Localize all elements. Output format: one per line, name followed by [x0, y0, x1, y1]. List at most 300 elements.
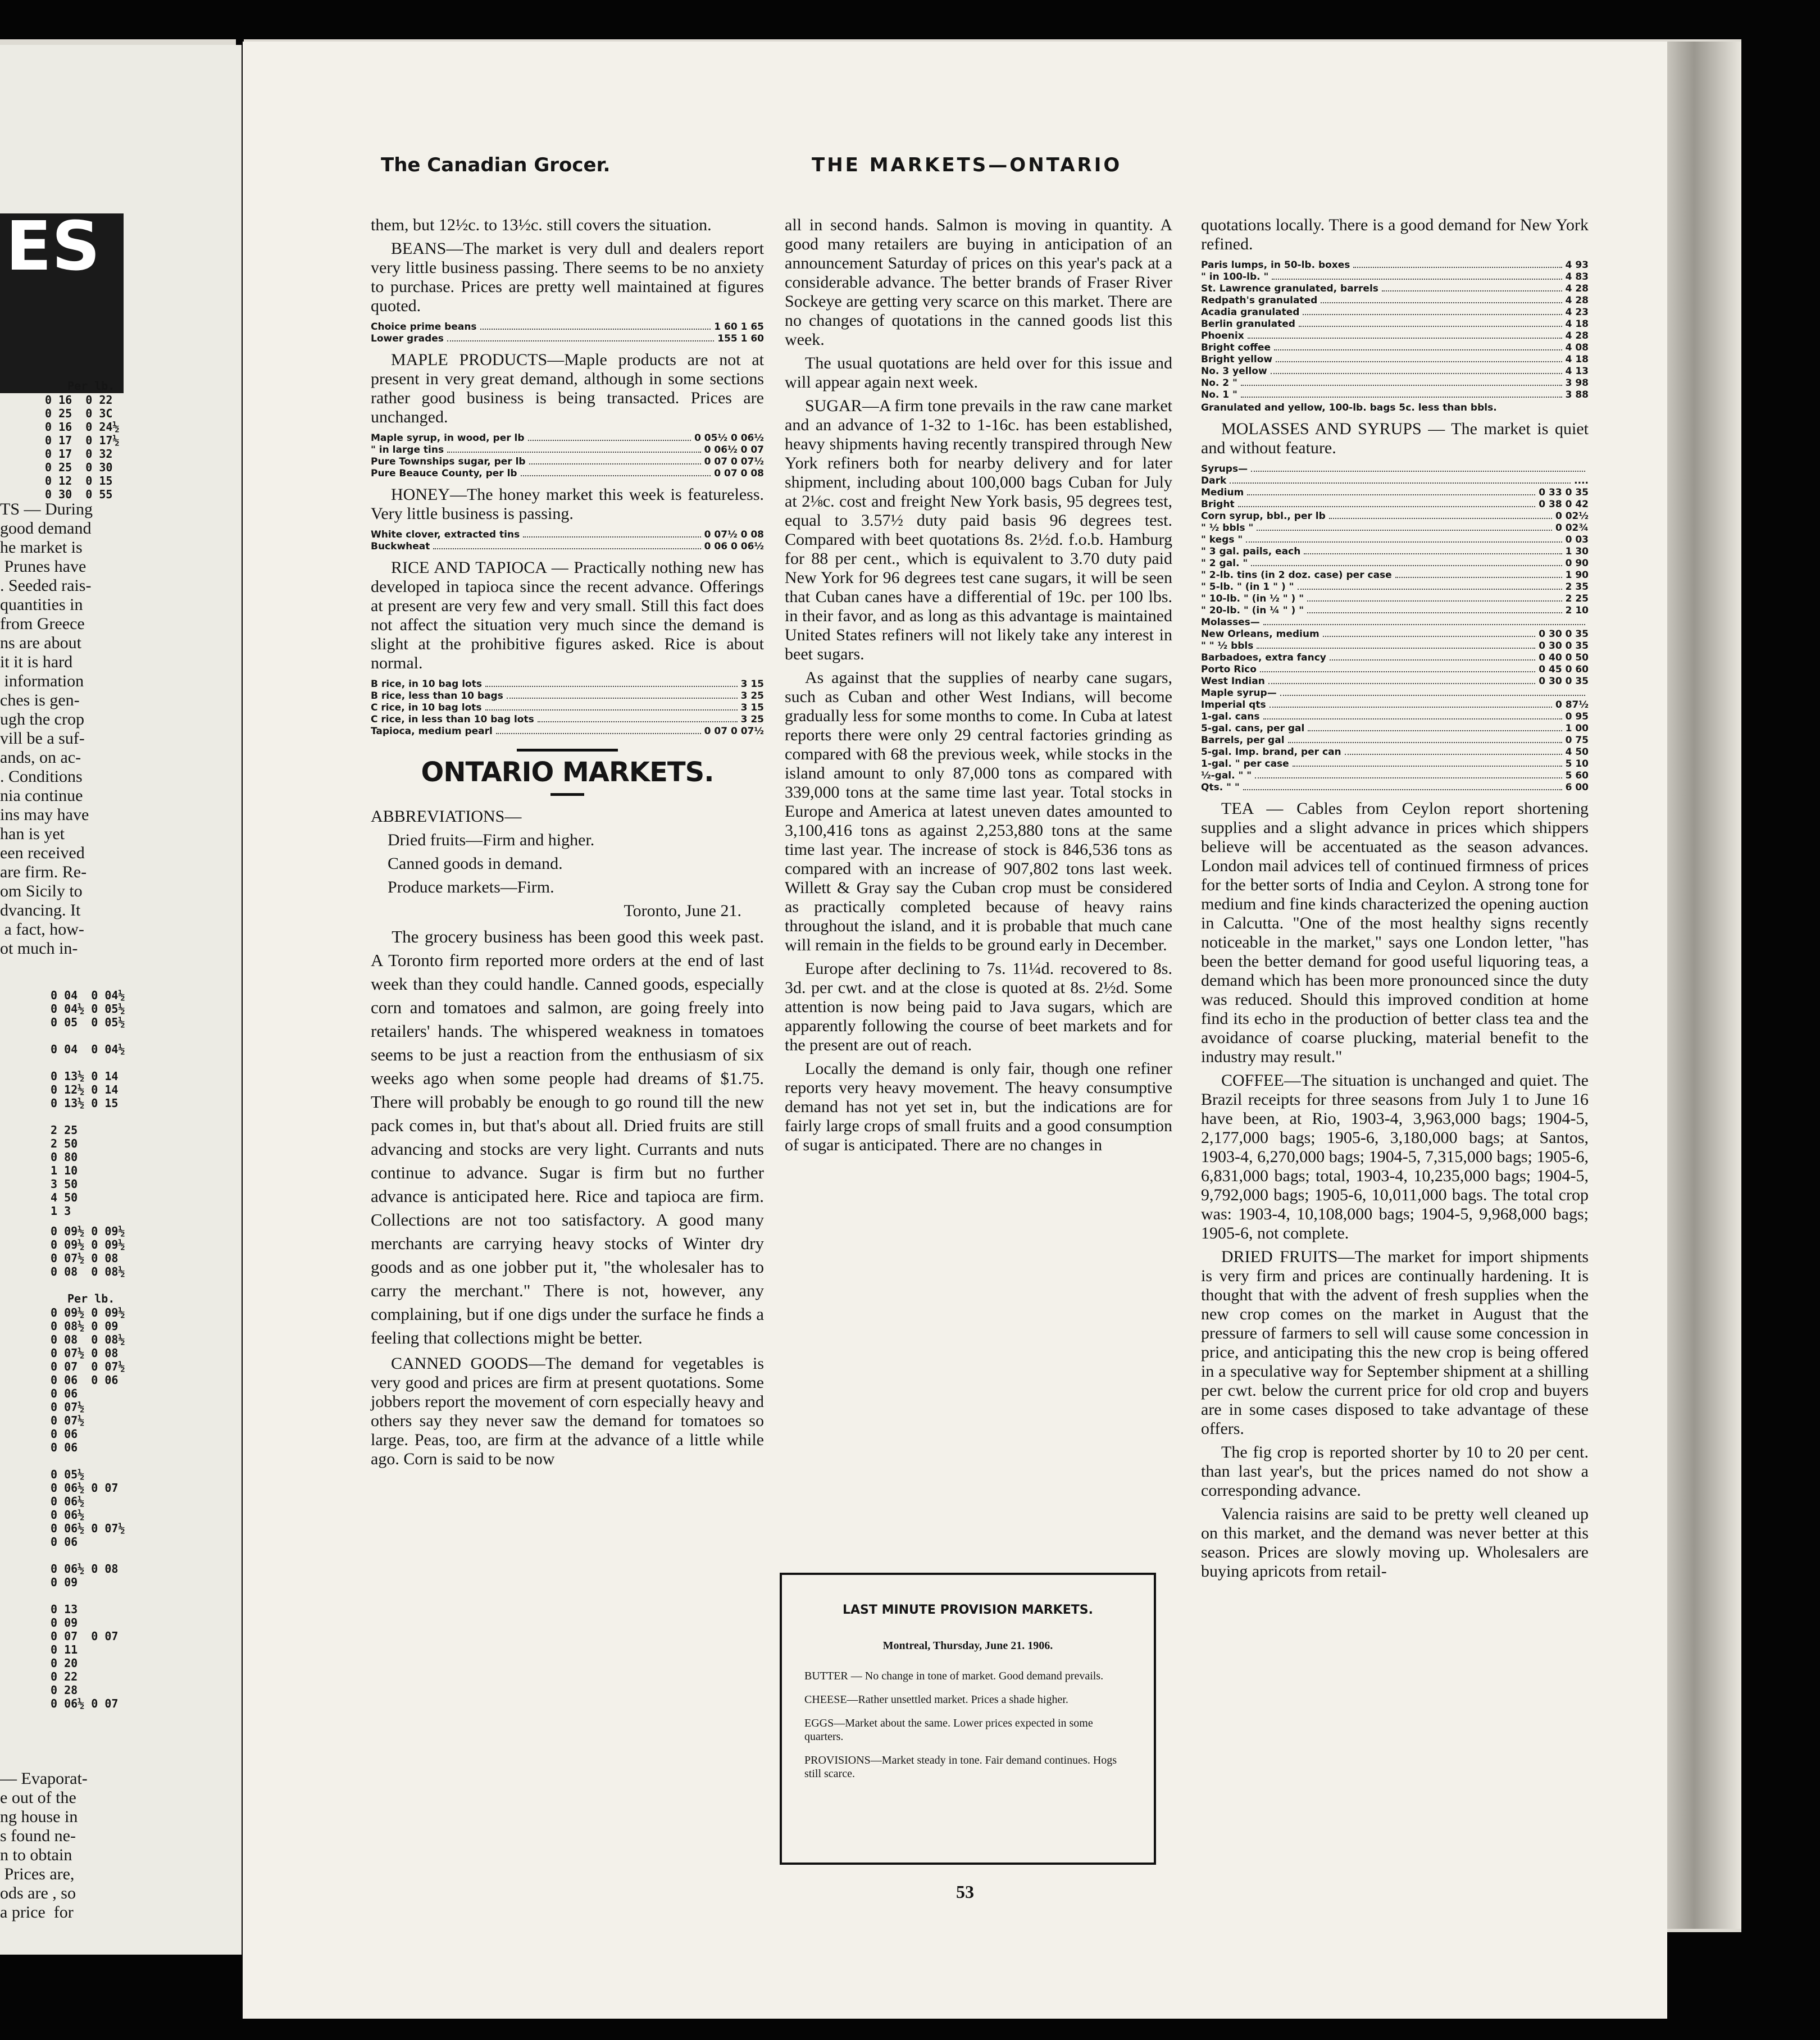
- price-value: 0 95: [1565, 711, 1589, 722]
- price-label: No. 1 ": [1201, 389, 1237, 400]
- leader-dots: [538, 714, 738, 722]
- price-label: Bright coffee: [1201, 342, 1271, 353]
- price-label: " in large tins: [371, 444, 444, 456]
- price-row: [1201, 652, 1589, 664]
- leader-dots: [1251, 558, 1562, 566]
- cane-supply-paragraph: As against that the supplies of nearby cane sugars, such as Cuban and other West Indians, will become gradually less for some months to come. In Cuba at latest reports there were only 29 central factories grinding as compared with 68 the previous week, while stocks in the island amount to only 87,000 tons as compared with 339,000 tons at the same time last year. Total stocks in Europe and America at latest uneven dates amounted to 3,100,416 tons as against 2,253,880 tons at the same time last year. The increase of stock is 846,536 tons as compared with an increase of 907,802 tons last week. Willett & Gray say the Cuban crop must be considered as practically completed because of heavy rains throughout the island, and it is probable that much cane will remain in the fields to be ground early in December.: [785, 668, 1172, 954]
- price-value: 0 30 0 35: [1539, 640, 1589, 652]
- leader-dots: [1243, 782, 1562, 790]
- price-row: [1201, 283, 1589, 295]
- price-label: Lower grades: [371, 333, 444, 344]
- col3-intro: quotations locally. There is a good demand for New York refined.: [1201, 216, 1589, 253]
- leader-dots: [1238, 499, 1536, 507]
- leader-dots: [1299, 318, 1562, 327]
- price-value: 0 05½ 0 06½: [694, 432, 764, 444]
- price-value: 0 38 0 42: [1539, 499, 1589, 510]
- left-page-line: [51, 1029, 125, 1042]
- left-page-line: 0 16 0 22: [45, 393, 113, 407]
- left-page-line: ins may have: [0, 805, 89, 824]
- left-page-line: . Seeded rais-: [0, 576, 92, 595]
- price-row: [1201, 389, 1589, 401]
- left-page-line: 0 80: [51, 1150, 78, 1164]
- price-value: 4 28: [1565, 283, 1589, 294]
- leader-dots: [1274, 342, 1562, 350]
- leader-dots: [1268, 676, 1535, 684]
- price-label: Pure Beauce County, per lb: [371, 468, 517, 479]
- price-value: 0 87½: [1555, 699, 1589, 711]
- price-row: [371, 321, 764, 333]
- leader-dots: [1280, 687, 1585, 696]
- abbreviation-dried-fruits: Dried fruits—Firm and higher.: [388, 831, 595, 849]
- price-row: [1201, 259, 1589, 271]
- leader-dots: [1230, 475, 1571, 484]
- left-page-line: 0 28: [51, 1683, 78, 1697]
- left-page-line: e out of the: [0, 1788, 76, 1807]
- left-page-line: 0 20: [51, 1656, 78, 1670]
- price-value: 4 13: [1565, 366, 1589, 377]
- left-page-line: 0 06½: [51, 1495, 85, 1508]
- price-row: [371, 432, 764, 444]
- price-label: Molasses—: [1201, 617, 1260, 628]
- leader-dots: [1260, 664, 1535, 672]
- left-prices-4: [51, 1306, 125, 1710]
- cheese-item: CHEESE—Rather unsettled market. Prices a shade higher.: [804, 1693, 1068, 1706]
- price-value: 0 45 0 60: [1539, 664, 1589, 675]
- price-label: Maple syrup—: [1201, 687, 1277, 699]
- price-row: [1201, 499, 1589, 511]
- left-page-line: 0 04 0 04½: [51, 989, 125, 1002]
- price-label: Barbadoes, extra fancy: [1201, 652, 1326, 663]
- price-row: [1201, 558, 1589, 570]
- leader-dots: [1303, 307, 1562, 315]
- valencia-paragraph: Valencia raisins are said to be pretty well cleaned up on this market, and the demand was never better at this season. Prices are slowly moving up. Wholesalers are buying apricots from retail-: [1201, 1505, 1589, 1581]
- price-label: 5-gal. Imp. brand, per can: [1201, 746, 1341, 758]
- leader-dots: [1255, 770, 1562, 778]
- left-page-line: 0 16 0 24½: [45, 420, 120, 434]
- price-row: [1201, 570, 1589, 581]
- price-value: 5 60: [1565, 770, 1589, 781]
- left-page-line: 0 06: [51, 1535, 78, 1549]
- left-page-line: information: [0, 672, 84, 690]
- left-page-line: Prunes have: [0, 557, 87, 576]
- left-page-line: 0 13½ 0 15: [51, 1096, 119, 1110]
- left-page-line: 0 06½ 0 07: [51, 1481, 119, 1495]
- left-page-line: 0 07 0 07½: [51, 1360, 125, 1373]
- left-page-line: [51, 1110, 125, 1123]
- price-row: [371, 333, 764, 345]
- price-label: Syrups—: [1201, 463, 1248, 475]
- price-value: 0 06½ 0 07: [704, 444, 764, 456]
- left-page-line: 0 12½ 0 14: [51, 1083, 119, 1096]
- price-label: C rice, in less than 10 bag lots: [371, 714, 534, 725]
- price-label: Dark: [1201, 475, 1227, 486]
- box-title: LAST MINUTE PROVISION MARKETS.: [843, 1603, 1093, 1617]
- leader-dots: [1271, 366, 1562, 374]
- price-label: " 2 gal. ": [1201, 558, 1248, 569]
- price-row: [371, 529, 764, 541]
- price-row: [1201, 676, 1589, 687]
- fig-paragraph: The fig crop is reported shorter by 10 to 20 per cent. than last year's, but the prices named do not show a corresponding advance.: [1201, 1443, 1589, 1500]
- price-row: [1201, 366, 1589, 377]
- price-label: " 20-lb. " (in ¼ " ) ": [1201, 605, 1304, 616]
- price-row: [1201, 307, 1589, 318]
- price-label: Qts. " ": [1201, 782, 1240, 793]
- price-label: Choice prime beans: [371, 321, 477, 333]
- price-row: [1201, 735, 1589, 746]
- leader-dots: [1382, 283, 1562, 292]
- leader-dots: [521, 468, 711, 476]
- canned-goods-paragraph: CANNED GOODS—The demand for vegetables is very good and prices are firm at present quotations. Some jobbers report the movement of corn especially heavy and others say they never saw the demand for tomatoes so large. Peas, too, are firm at the advance of a little while ago. Corn is said to be now: [371, 1354, 764, 1468]
- rice-paragraph: RICE AND TAPIOCA — Practically nothing new has developed in tapioca since the recent advance. Offerings at present are very few and very small. Still this fact does not affect the situation very much since the demand is slight at the prohibitive figures asked. Rice is about normal.: [371, 558, 764, 672]
- price-value: 4 83: [1565, 271, 1589, 283]
- left-page-line: 0 13: [51, 1602, 78, 1616]
- maple-paragraph: MAPLE PRODUCTS—Maple products are not at present in very great demand, although in some sections rather good business is being transacted. Prices are unchanged.: [371, 350, 764, 426]
- price-value: 3 25: [740, 714, 764, 725]
- price-row: [371, 456, 764, 468]
- left-page-line: om Sicily to: [0, 882, 83, 900]
- price-value: 4 50: [1565, 746, 1589, 758]
- left-page-line: 0 06: [51, 1441, 78, 1454]
- price-label: Acadia granulated: [1201, 307, 1300, 318]
- left-page-line: 0 17 0 32: [45, 447, 113, 461]
- leader-dots: [1293, 758, 1562, 767]
- price-row: [1201, 746, 1589, 758]
- price-row: [1201, 271, 1589, 283]
- left-page-line: 1 10: [51, 1164, 78, 1177]
- price-label: Porto Rico: [1201, 664, 1257, 675]
- price-row: [1201, 342, 1589, 354]
- price-row: [1201, 711, 1589, 723]
- left-page-line: a fact, how-: [0, 920, 84, 939]
- price-value: 155 1 60: [717, 333, 764, 344]
- price-value: 0 07 0 07½: [704, 456, 764, 467]
- price-row: [1201, 581, 1589, 593]
- left-page-line: 0 06: [51, 1387, 78, 1400]
- banner-text: ES: [6, 208, 101, 286]
- price-label: Bright yellow: [1201, 354, 1273, 365]
- leader-dots: [1395, 570, 1562, 578]
- leader-dots: [1307, 593, 1562, 602]
- dried-fruits-paragraph: DRIED FRUITS—The market for import shipments is very firm and prices are continually hardening. It is thought that with the advent of fresh supplies when the new crop comes on the market in August that the pressure of farmers to sell will cause some concession in price, and anticipating this the new crop is being offered in a speculative way for September shipment at a shilling per cwt. below the current price for old crop and buyers are in some cases disposed to take advantage of these offers.: [1201, 1247, 1589, 1438]
- price-row: [1201, 723, 1589, 735]
- price-value: 4 28: [1565, 295, 1589, 306]
- leader-dots: [523, 529, 700, 538]
- abbreviations-heading: ABBREVIATIONS—: [371, 807, 522, 826]
- price-value: 5 10: [1565, 758, 1589, 769]
- molasses-paragraph: MOLASSES AND SYRUPS — The market is quiet and without feature.: [1201, 420, 1589, 457]
- left-page-line: [51, 1589, 125, 1602]
- price-label: 1-gal. cans: [1201, 711, 1260, 722]
- left-page-line: 4 50: [51, 1191, 78, 1204]
- price-row: [1201, 758, 1589, 770]
- left-page-line: 0 06 0 06: [51, 1373, 119, 1387]
- leader-dots: [485, 679, 738, 687]
- left-per-lb-2: Per lb.: [67, 1292, 115, 1305]
- col1-intro: them, but 12½c. to 13½c. still covers the situation.: [371, 216, 712, 234]
- running-head-right: THE MARKETS—ONTARIO: [812, 154, 1122, 176]
- left-page-line: 0 07½: [51, 1400, 85, 1414]
- price-label: Corn syrup, bbl., per lb: [1201, 511, 1326, 522]
- leader-dots: [447, 444, 701, 453]
- left-page-line: ches is gen-: [0, 691, 80, 709]
- leader-dots: [1241, 377, 1562, 386]
- price-value: 1 90: [1565, 570, 1589, 581]
- price-row: [371, 679, 764, 690]
- left-page-line: 3 50: [51, 1177, 78, 1191]
- abbreviation-canned-goods: Canned goods in demand.: [388, 854, 563, 873]
- price-label: " " ½ bbls: [1201, 640, 1254, 652]
- leader-dots: [1330, 652, 1535, 661]
- coffee-paragraph: COFFEE—The situation is unchanged and quiet. The Brazil receipts for three seasons from July 1 to June 16 have been, at Rio, 1903-4, 3,963,000 bags; 1904-5, 2,177,000 bags; 1905-6, 3,180,000 bags; at Santos, 1903-4, 6,270,000 bags; 1904-5, 7,315,000 bags; 1905-6, 6,831,000 bags; total, 1903-4, 10,235,000 bags; 1904-5, 9,792,000 bags; 1905-6, 10,011,000 bags. The total crop was: 1903-4, 10,108,000 bags; 1904-5, 9,968,000 bags; 1905-6, not complete.: [1201, 1071, 1589, 1242]
- left-page-line: een received: [0, 844, 85, 862]
- price-label: 5-gal. cans, per gal: [1201, 723, 1305, 734]
- price-row: [1201, 295, 1589, 307]
- leader-dots: [507, 690, 738, 699]
- syrup-price-table: [1201, 463, 1589, 794]
- price-row: [1201, 318, 1589, 330]
- leader-dots: [1276, 354, 1562, 362]
- sugar-price-table: [1201, 259, 1589, 401]
- leader-dots: [485, 702, 738, 711]
- price-value: 0 07½ 0 08: [704, 529, 764, 540]
- left-page-line: 2 25: [51, 1123, 78, 1137]
- section-rule: [517, 749, 618, 752]
- price-value: 0 30 0 35: [1539, 676, 1589, 687]
- price-row: [1201, 593, 1589, 605]
- price-row: [1201, 640, 1589, 652]
- left-page-line: Prices are,: [0, 1865, 75, 1883]
- provision-markets-box: [780, 1573, 1156, 1865]
- price-row: [371, 444, 764, 456]
- price-label: No. 3 yellow: [1201, 366, 1267, 377]
- left-page-line: 0 04 0 04½: [51, 1042, 125, 1056]
- left-page-line: he market is: [0, 538, 83, 557]
- leader-dots: [447, 333, 714, 341]
- left-page-line: . Conditions: [0, 767, 83, 786]
- left-page-line: ns are about: [0, 634, 81, 652]
- left-page-line: 0 08 0 08½: [51, 1265, 125, 1278]
- left-page-line: 0 25 0 3C: [45, 407, 113, 420]
- leader-dots: [1263, 711, 1562, 720]
- left-page-line: 0 09: [51, 1575, 78, 1589]
- scan-border-right: [1741, 0, 1820, 2040]
- price-value: 4 18: [1565, 354, 1589, 365]
- left-page-line: 0 06½: [51, 1508, 85, 1522]
- scan-border-top: [0, 0, 1820, 39]
- leader-dots: [1329, 511, 1552, 519]
- price-row: [1201, 664, 1589, 676]
- price-value: 3 98: [1565, 377, 1589, 389]
- sugar-note: Granulated and yellow, 100-lb. bags 5c. less than bbls.: [1201, 402, 1497, 413]
- left-prices-1: [45, 393, 119, 501]
- maple-price-table: [371, 432, 764, 480]
- leader-dots: [1353, 259, 1562, 268]
- left-page-line: 0 12 0 15: [45, 474, 113, 488]
- leader-dots: [1246, 534, 1562, 543]
- price-row: [371, 726, 764, 737]
- price-row: [371, 714, 764, 726]
- price-value: 0 40 0 50: [1539, 652, 1589, 663]
- left-per-lb-1: Per lb.: [67, 379, 115, 393]
- left-page-line: 0 05 0 05½: [51, 1016, 125, 1029]
- left-prices-3: [51, 1224, 125, 1278]
- left-page-line: s found ne-: [0, 1827, 76, 1845]
- price-row: [1201, 475, 1589, 487]
- box-dateline: Montreal, Thursday, June 21. 1906.: [882, 1640, 1053, 1652]
- leader-dots: [1307, 605, 1562, 613]
- left-page-line: nia continue: [0, 786, 83, 805]
- price-label: " 10-lb. " (in ½ " ) ": [1201, 593, 1304, 604]
- left-page-line: n to obtain: [0, 1846, 72, 1864]
- left-page-line: [51, 1549, 125, 1562]
- price-label: " 3 gal. pails, each: [1201, 546, 1301, 557]
- price-row: [1201, 782, 1589, 794]
- leader-dots: [433, 541, 700, 549]
- price-value: 0 30 0 35: [1539, 629, 1589, 640]
- price-value: 0 02¾: [1555, 522, 1589, 534]
- price-row: [1201, 605, 1589, 617]
- price-label: " in 100-lb. ": [1201, 271, 1269, 283]
- leader-dots: [1248, 330, 1562, 339]
- price-row: [1201, 522, 1589, 534]
- price-label: " kegs ": [1201, 534, 1243, 545]
- left-page-line: han is yet: [0, 825, 65, 843]
- price-label: Tapioca, medium pearl: [371, 726, 493, 737]
- grocery-paragraph: The grocery business has been good this week past. A Toronto firm reported more orders at the end of last week than they could handle. Canned goods, especially corn and tomatoes and salmon, are going freely into retailers' hands. The whispered weakness in tomatoes seems to be just a reaction from the enthusiasm of six weeks ago when some people had dreams of $1.75. There will probably be enough to go round till the new pack comes in, but that's about all. Dried fruits are still advancing and stocks are very light. Currants and nuts continue to advance. Sugar is firm but no further advance is anticipated here. Rice and tapioca are firm. Collections are not too satisfactory. A good many merchants are carrying heavy stocks of Winter dry goods and as one jobber put it, "the wholesaler has to carry the merchant." There is not, however, any complaining, but if one digs under the surface he finds a feeling that collections might be better.: [371, 927, 764, 1347]
- price-value: 0 33 0 35: [1539, 487, 1589, 498]
- price-row: [1201, 617, 1589, 629]
- price-value: 4 18: [1565, 318, 1589, 330]
- price-label: White clover, extracted tins: [371, 529, 520, 540]
- price-label: B rice, less than 10 bags: [371, 690, 503, 702]
- price-value: 0 07 0 07½: [704, 726, 764, 737]
- butter-item: BUTTER — No change in tone of market. Good demand prevails.: [804, 1670, 1104, 1682]
- price-value: 4 08: [1565, 342, 1589, 353]
- beans-paragraph: BEANS—The market is very dull and dealers report very little business passing. There seems to be no anxiety to purchase. Prices are pretty well maintained at figures quoted.: [371, 239, 764, 315]
- left-page-line: vill be a suf-: [0, 729, 85, 748]
- sugar-paragraph: SUGAR—A firm tone prevails in the raw cane market and an advance of 1-32 to 1-16c. has been established, heavy shipments having recently transpired through New York refiners both for nearby delivery and for later shipment, including about 100,000 bags Cuban for July at 2⅛c. cost and freight New York basis, 95 degrees test, equal to 3.57½ duty paid basis 96 degrees test. Compared with beet quotations 8s. 2½d. f.o.b. Hamburg for 88 per cent., which is equivalent to 3.70 duty paid New York for 96 degrees test cane sugars, it will be seen that Cuban canes have a differential of 19c. per 100 lbs. in their favor, and as long as this advantage is maintained United States refiners will not likely take any interest in beet sugars.: [785, 397, 1172, 663]
- beans-price-table: [371, 321, 764, 345]
- price-label: Phoenix: [1201, 330, 1244, 341]
- price-label: West Indian: [1201, 676, 1265, 687]
- left-text-1: [0, 500, 93, 958]
- column-2: [785, 216, 1172, 1159]
- price-row: [371, 690, 764, 702]
- price-row: [371, 468, 764, 480]
- left-page-line: 0 05½: [51, 1468, 85, 1481]
- quotations-held-paragraph: The usual quotations are held over for this issue and will appear again next week.: [785, 354, 1172, 391]
- price-row: [1201, 511, 1589, 522]
- price-value: 4 23: [1565, 307, 1589, 318]
- book-edge: [1663, 42, 1741, 1929]
- leader-dots: [529, 456, 701, 465]
- left-page-line: are firm. Re-: [0, 863, 87, 881]
- left-page-line: ods are , so: [0, 1884, 76, 1902]
- leader-dots: [1270, 699, 1552, 708]
- price-row: [1201, 770, 1589, 782]
- left-page-line: 0 09½ 0 09½: [51, 1224, 125, 1238]
- price-row: [371, 541, 764, 553]
- price-label: C rice, in 10 bag lots: [371, 702, 482, 713]
- price-label: Pure Townships sugar, per lb: [371, 456, 526, 467]
- price-label: Imperial qts: [1201, 699, 1266, 711]
- page-number: 53: [956, 1882, 974, 1902]
- leader-dots: [1308, 723, 1562, 731]
- left-page-line: 0 06½ 0 08: [51, 1562, 119, 1575]
- price-label: No. 2 ": [1201, 377, 1237, 389]
- left-page-line: it it is hard: [0, 653, 73, 671]
- price-value: 2 10: [1565, 605, 1589, 616]
- left-text-2: [0, 1769, 88, 1922]
- left-page-line: quantities in: [0, 595, 83, 614]
- price-value: 2 25: [1565, 593, 1589, 604]
- price-value: ....: [1574, 475, 1589, 486]
- left-page-line: 0 25 0 30: [45, 461, 113, 474]
- local-demand-paragraph: Locally the demand is only fair, though one refiner reports very heavy movement. The heavy consumptive demand has not yet set in, but the indications are for fairly large crops of small fruits and a good consumption of sugar is anticipated. There are no changes in: [785, 1059, 1172, 1154]
- price-label: " ½ bbls ": [1201, 522, 1254, 534]
- leader-dots: [1257, 522, 1552, 531]
- price-value: 0 07 0 08: [714, 468, 764, 479]
- title-rule: [550, 793, 584, 796]
- left-page-line: dvancing. It: [0, 901, 81, 919]
- tea-paragraph: TEA — Cables from Ceylon report shortening supplies and a slight advance in prices which shippers believe will be accentuated as the season advances. London mail advices tell of continued firmness of prices for the better sorts of India and Ceylon. A strong tone for medium and fine kinds characterized the opening auction in Calcutta. "One of the most healthy signs recently noticeable in the market," says one London letter, "has been the better demand for good useful liquoring teas, a demand which has been more pronounced since the duty was reduced. Should this improved condition at home find its echo in the production of better class tea and the avoidance of coarse plucking, material benefit to the industry may result.": [1201, 799, 1589, 1066]
- price-value: 3 88: [1565, 389, 1589, 400]
- price-value: 3 25: [740, 690, 764, 702]
- leader-dots: [1257, 640, 1535, 649]
- leader-dots: [1288, 735, 1562, 743]
- left-page-fragment: [0, 45, 242, 1955]
- price-label: " 2-lb. tins (in 2 doz. case) per case: [1201, 570, 1392, 581]
- leader-dots: [1241, 389, 1562, 398]
- leader-dots: [1272, 271, 1562, 280]
- price-row: [1201, 687, 1589, 699]
- left-page-line: ng house in: [0, 1807, 78, 1826]
- price-label: St. Lawrence granulated, barrels: [1201, 283, 1378, 294]
- price-row: [1201, 629, 1589, 640]
- left-page-line: — Evaporat-: [0, 1769, 88, 1788]
- leader-dots: [1263, 617, 1585, 625]
- leader-dots: [1298, 581, 1562, 590]
- price-value: 0 90: [1565, 558, 1589, 569]
- running-head-left: The Canadian Grocer.: [381, 154, 611, 176]
- price-label: B rice, in 10 bag lots: [371, 679, 482, 690]
- left-page-line: 2 50: [51, 1137, 78, 1150]
- leader-dots: [528, 432, 691, 441]
- rice-price-table: [371, 679, 764, 737]
- left-page-line: 0 09: [51, 1616, 78, 1629]
- price-label: Maple syrup, in wood, per lb: [371, 432, 525, 444]
- dateline: Toronto, June 21.: [624, 901, 741, 920]
- leader-dots: [1304, 546, 1562, 554]
- price-label: " 5-lb. " (in 1 " ) ": [1201, 581, 1294, 593]
- price-row: [1201, 354, 1589, 366]
- price-row: [1201, 377, 1589, 389]
- price-row: [1201, 487, 1589, 499]
- europe-paragraph: Europe after declining to 7s. 11¼d. recovered to 8s. 3d. per cwt. and at the close is quoted at 8s. 2½d. Some attention is now being paid to Java sugars, which are apparently following the course of beet markets and for the present are out of reach.: [785, 959, 1172, 1054]
- price-row: [371, 702, 764, 714]
- price-label: Buckwheat: [371, 541, 430, 552]
- price-row: [1201, 699, 1589, 711]
- price-label: Bright: [1201, 499, 1235, 510]
- provisions-item: PROVISIONS—Market steady in tone. Fair demand continues. Hogs still scarce.: [804, 1754, 1117, 1780]
- price-value: 2 35: [1565, 581, 1589, 593]
- left-page-line: 0 06½ 0 07½: [51, 1522, 125, 1535]
- price-value: 1 60 1 65: [714, 321, 764, 333]
- price-label: Redpath's granulated: [1201, 295, 1318, 306]
- left-page-line: 0 11: [51, 1643, 78, 1656]
- left-page-line: 0 30 0 55: [45, 488, 113, 501]
- column-1: [371, 216, 764, 1473]
